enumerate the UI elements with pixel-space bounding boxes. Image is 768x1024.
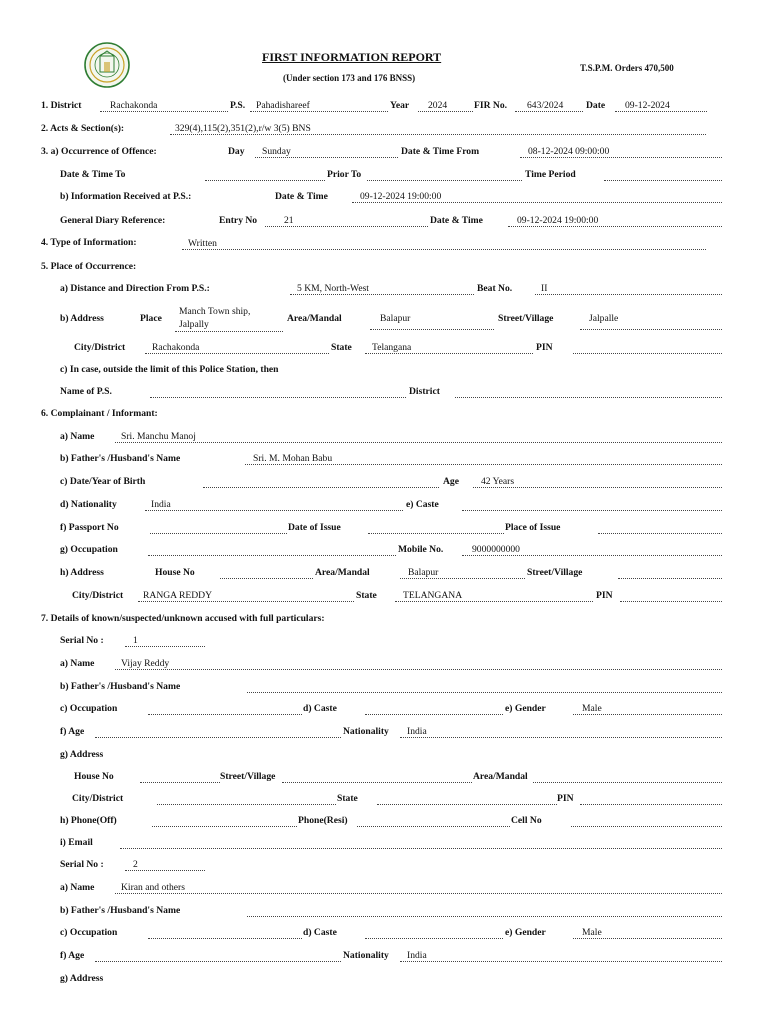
- accused-1-pin-label: PIN: [557, 793, 574, 804]
- distance-direction-label: a) Distance and Direction From P.S.:: [60, 283, 210, 294]
- ps-line: [250, 111, 388, 112]
- complainant-father-line: [245, 464, 722, 465]
- district-line: [100, 111, 228, 112]
- info-received-dt-value: 09-12-2024 19:00:00: [360, 191, 442, 202]
- accused-1-father-line: [247, 692, 722, 693]
- info-type-value: Written: [188, 238, 217, 249]
- mobile-line: [462, 555, 722, 556]
- orders-reference: T.S.P.M. Orders 470,500: [580, 63, 674, 73]
- complainant-house-line: [220, 578, 313, 579]
- district-label: 1. District: [41, 100, 82, 111]
- beat-no-label: Beat No.: [477, 283, 513, 294]
- accused-1-house-line: [140, 782, 220, 783]
- accused-1-phone-resi-line: [357, 826, 510, 827]
- complainant-occupation-line: [148, 555, 396, 556]
- accused-1-caste-label: d) Caste: [303, 703, 337, 714]
- complainant-address-label: h) Address: [60, 567, 104, 578]
- fir-no-label: FIR No.: [474, 100, 508, 111]
- entry-no-line: [265, 226, 428, 227]
- accused-section-label: 7. Details of known/suspected/unknown accused with full particulars:: [41, 613, 325, 624]
- accused-1-name-label: a) Name: [60, 658, 95, 669]
- complainant-area-line: [400, 578, 525, 579]
- accused-2-serial-value: 2: [133, 859, 138, 870]
- place-of-issue-line: [598, 533, 722, 534]
- place-city-value: Rachakonda: [152, 342, 200, 353]
- fir-no-value: 643/2024: [527, 100, 564, 111]
- accused-2-father-label: b) Father's /Husband's Name: [60, 905, 181, 916]
- accused-1-address-label: g) Address: [60, 749, 104, 760]
- year-line: [418, 111, 473, 112]
- accused-1-phone-off-label: h) Phone(Off): [60, 815, 117, 826]
- place-state-value: Telangana: [372, 342, 412, 353]
- place-area-line: [370, 329, 494, 330]
- complainant-dob-line: [203, 487, 439, 488]
- accused-1-serial-label: Serial No :: [60, 635, 104, 646]
- place-pin-label: PIN: [536, 342, 553, 353]
- complainant-father-label: b) Father's /Husband's Name: [60, 453, 181, 464]
- accused-1-email-line: [120, 848, 722, 849]
- place-street-value: Jalpalle: [589, 313, 619, 324]
- complainant-pin-label: PIN: [596, 590, 613, 601]
- general-diary-label: General Diary Reference:: [60, 215, 166, 226]
- accused-2-serial-label: Serial No :: [60, 859, 104, 870]
- place-state-line: [365, 353, 533, 354]
- accused-2-age-label: f) Age: [60, 950, 85, 961]
- day-label: Day: [228, 146, 245, 157]
- place-address-label: b) Address: [60, 313, 104, 324]
- accused-1-city-label: City/District: [72, 793, 124, 804]
- place-occurrence-label: 5. Place of Occurrence:: [41, 261, 137, 272]
- date-time-from-line: [520, 157, 722, 158]
- day-value: Sunday: [262, 146, 291, 157]
- date-time-to-line: [205, 180, 325, 181]
- complainant-street-line: [618, 578, 722, 579]
- acts-label: 2. Acts & Section(s):: [41, 123, 125, 134]
- accused-1-nationality-label: Nationality: [343, 726, 389, 737]
- accused-2-occupation-line: [148, 938, 302, 939]
- passport-line: [150, 533, 287, 534]
- place-street-line: [580, 329, 722, 330]
- complainant-caste-label: e) Caste: [406, 499, 439, 510]
- occurrence-label: 3. a) Occurrence of Offence:: [41, 146, 157, 157]
- accused-2-name-label: a) Name: [60, 882, 95, 893]
- beat-no-line: [535, 294, 722, 295]
- accused-1-occupation-label: c) Occupation: [60, 703, 118, 714]
- accused-1-name-value: Vijay Reddy: [121, 658, 170, 669]
- accused-1-gender-label: e) Gender: [505, 703, 546, 714]
- distance-direction-value: 5 KM, North-West: [297, 283, 369, 294]
- complainant-city-line: [138, 601, 354, 602]
- accused-1-pin-line: [580, 804, 722, 805]
- accused-1-age-line: [95, 737, 341, 738]
- place-value-line1: Manch Town ship,: [179, 306, 251, 317]
- gd-dt-value: 09-12-2024 19:00:00: [517, 215, 599, 226]
- complainant-nationality-label: d) Nationality: [60, 499, 117, 510]
- accused-1-gender-value: Male: [582, 703, 602, 714]
- accused-1-street-label: Street/Village: [220, 771, 276, 782]
- complainant-name-line: [115, 442, 722, 443]
- state-emblem-seal-icon: [84, 42, 130, 88]
- accused-2-gender-value: Male: [582, 927, 602, 938]
- accused-1-cell-line: [571, 826, 722, 827]
- date-of-issue-label: Date of Issue: [288, 522, 341, 533]
- prior-to-line: [367, 180, 522, 181]
- year-label: Year: [390, 100, 410, 111]
- complainant-name-label: a) Name: [60, 431, 95, 442]
- time-period-line: [604, 180, 722, 181]
- passport-label: f) Passport No: [60, 522, 119, 533]
- accused-1-phone-resi-label: Phone(Resi): [298, 815, 348, 826]
- accused-1-phone-off-line: [152, 826, 297, 827]
- place-pin-line: [573, 353, 722, 354]
- entry-no-value: 21: [284, 215, 294, 226]
- date-time-from-value: 08-12-2024 09:00:00: [528, 146, 610, 157]
- accused-1-nationality-line: [400, 737, 722, 738]
- accused-1-caste-line: [365, 714, 503, 715]
- info-received-dt-line: [352, 202, 722, 203]
- prior-to-label: Prior To: [327, 169, 362, 180]
- distance-direction-line: [290, 294, 474, 295]
- date-time-to-label: Date & Time To: [60, 169, 126, 180]
- name-of-ps-label: Name of P.S.: [60, 386, 112, 397]
- complainant-city-value: RANGA REDDY: [143, 590, 213, 601]
- accused-2-nationality-label: Nationality: [343, 950, 389, 961]
- year-value: 2024: [428, 100, 448, 111]
- day-line: [255, 157, 398, 158]
- mobile-label: Mobile No.: [398, 544, 444, 555]
- accused-1-age-label: f) Age: [60, 726, 85, 737]
- place-of-issue-label: Place of Issue: [505, 522, 561, 533]
- accused-1-state-line: [377, 804, 557, 805]
- info-type-line: [182, 249, 706, 250]
- complainant-age-label: Age: [443, 476, 459, 487]
- complainant-pin-line: [620, 601, 722, 602]
- accused-1-serial-line: [125, 646, 205, 647]
- complainant-state-value: TELANGANA: [403, 590, 463, 601]
- place-line: [175, 331, 283, 332]
- place-city-label: City/District: [74, 342, 126, 353]
- accused-1-name-line: [115, 669, 722, 670]
- accused-1-father-label: b) Father's /Husband's Name: [60, 681, 181, 692]
- place-value-line2: Jalpally: [179, 319, 209, 330]
- fir-no-line: [515, 111, 583, 112]
- complainant-nationality-value: India: [151, 499, 171, 510]
- complainant-age-line: [473, 487, 722, 488]
- outside-limit-label: c) In case, outside the limit of this Police Station, then: [60, 364, 279, 375]
- acts-line: [170, 134, 706, 135]
- beat-no-value: II: [541, 283, 548, 294]
- complainant-street-label: Street/Village: [527, 567, 583, 578]
- report-subtitle: (Under section 173 and 176 BNSS): [283, 73, 416, 83]
- accused-2-address-label: g) Address: [60, 973, 104, 984]
- place-area-label: Area/Mandal: [287, 313, 342, 324]
- complainant-occupation-label: g) Occupation: [60, 544, 118, 555]
- complainant-state-label: State: [356, 590, 377, 601]
- accused-1-area-line: [533, 782, 722, 783]
- complainant-age-value: 42 Years: [481, 476, 515, 487]
- accused-1-nationality-value: India: [407, 726, 427, 737]
- accused-1-gender-line: [573, 714, 722, 715]
- accused-2-caste-line: [365, 938, 503, 939]
- accused-2-serial-line: [125, 870, 205, 871]
- mobile-value: 9000000000: [472, 544, 520, 555]
- place-area-value: Balapur: [380, 313, 411, 324]
- accused-1-email-label: i) Email: [60, 837, 93, 848]
- time-period-label: Time Period: [525, 169, 576, 180]
- accused-1-city-line: [157, 804, 336, 805]
- complainant-house-label: House No: [155, 567, 195, 578]
- fir-date-value: 09-12-2024: [625, 100, 670, 111]
- date-time-from-label: Date & Time From: [401, 146, 480, 157]
- place-state-label: State: [331, 342, 352, 353]
- accused-1-state-label: State: [337, 793, 358, 804]
- name-of-ps-line: [150, 397, 406, 398]
- gd-dt-line: [508, 226, 722, 227]
- info-received-dt-label: Date & Time: [275, 191, 328, 202]
- info-type-label: 4. Type of Information:: [41, 237, 137, 248]
- accused-1-cell-label: Cell No: [511, 815, 542, 826]
- ps-label: P.S.: [230, 100, 246, 111]
- district-value: Rachakonda: [110, 100, 158, 111]
- date-of-issue-line: [368, 533, 504, 534]
- complainant-area-label: Area/Mandal: [315, 567, 370, 578]
- accused-2-father-line: [247, 916, 722, 917]
- accused-2-occupation-label: c) Occupation: [60, 927, 118, 938]
- accused-1-occupation-line: [148, 714, 302, 715]
- report-title: FIRST INFORMATION REPORT: [262, 50, 442, 64]
- accused-2-age-line: [95, 961, 341, 962]
- place-street-label: Street/Village: [498, 313, 554, 324]
- complainant-caste-line: [462, 510, 722, 511]
- accused-2-gender-label: e) Gender: [505, 927, 546, 938]
- accused-2-name-line: [115, 893, 722, 894]
- gd-dt-label: Date & Time: [430, 215, 483, 226]
- complainant-state-line: [395, 601, 593, 602]
- complainant-area-value: Balapur: [408, 567, 439, 578]
- accused-2-name-value: Kiran and others: [121, 882, 185, 893]
- accused-1-street-line: [282, 782, 472, 783]
- accused-1-area-label: Area/Mandal: [473, 771, 528, 782]
- fir-date-line: [615, 111, 707, 112]
- outside-district-label: District: [409, 386, 440, 397]
- accused-2-nationality-value: India: [407, 950, 427, 961]
- acts-value: 329(4),115(2),351(2),r/w 3(5) BNS: [175, 123, 311, 134]
- accused-1-house-label: House No: [74, 771, 114, 782]
- info-received-label: b) Information Received at P.S.:: [60, 191, 192, 202]
- complainant-name-value: Sri. Manchu Manoj: [121, 431, 196, 442]
- accused-1-serial-value: 1: [133, 635, 138, 646]
- fir-date-label: Date: [586, 100, 606, 111]
- place-city-line: [145, 353, 329, 354]
- entry-no-label: Entry No: [219, 215, 258, 226]
- ps-value: Pahadishareef: [256, 100, 310, 111]
- accused-2-caste-label: d) Caste: [303, 927, 337, 938]
- accused-2-gender-line: [573, 938, 722, 939]
- complainant-label: 6. Complainant / Informant:: [41, 408, 158, 419]
- complainant-father-value: Sri. M. Mohan Babu: [253, 453, 333, 464]
- complainant-dob-label: c) Date/Year of Birth: [60, 476, 146, 487]
- outside-district-line: [455, 397, 722, 398]
- accused-2-nationality-line: [400, 961, 722, 962]
- place-label: Place: [140, 313, 162, 324]
- complainant-city-label: City/District: [72, 590, 124, 601]
- complainant-nationality-line: [145, 510, 403, 511]
